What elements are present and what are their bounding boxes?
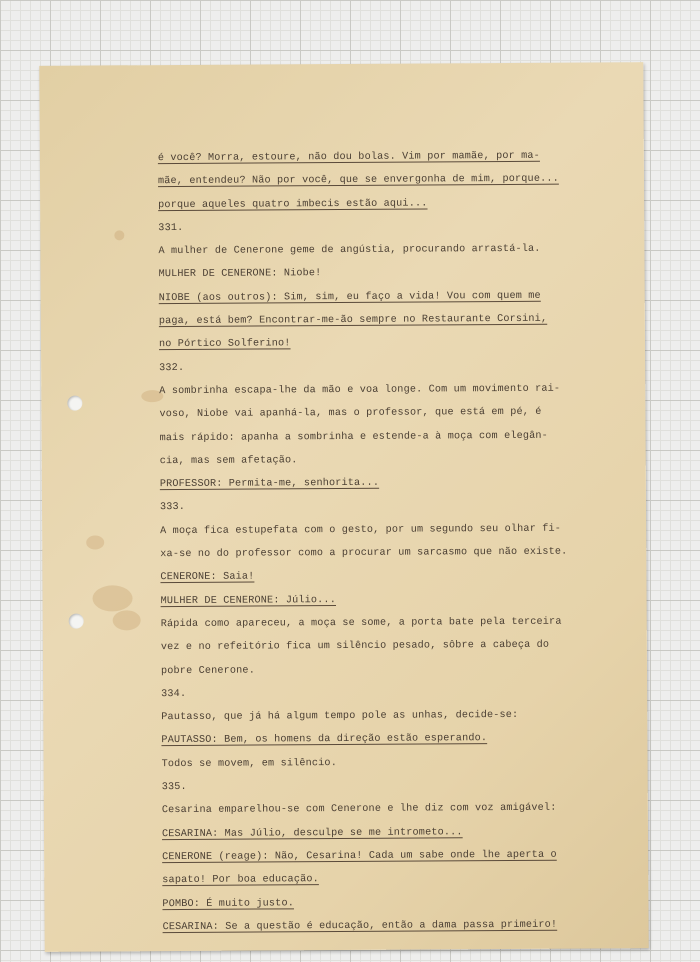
script-line: mais rápido: apanha a sombrinha e estende-a à moça com elegân- <box>159 430 548 444</box>
script-line: no Pórtico Solferino! <box>158 338 291 351</box>
script-line: A mulher de Cenerone geme de angústia, procurando arrastá-la. <box>158 243 541 258</box>
script-line: pobre Cenerone. <box>160 665 255 677</box>
script-line: Rápida como apareceu, a moça se some, a porta bate pela terceira <box>160 616 562 631</box>
script-line: CENERONE (reage): Não, Cesarina! Cada um sabe onde lhe aperta o <box>162 849 557 864</box>
script-line: Pautasso, que já há algum tempo pole as unhas, decide-se: <box>161 710 519 724</box>
script-line: 332. <box>159 362 185 374</box>
script-line: CENERONE: Saia! <box>160 571 255 584</box>
script-line: paga, está bem? Encontrar-me-ão sempre no Restaurante Corsini, <box>158 313 548 328</box>
script-line: MULHER DE CENERONE: Niobe! <box>158 268 322 281</box>
script-line: MULHER DE CENERONE: Júlio... <box>160 594 336 607</box>
punch-hole-lower <box>69 614 84 629</box>
script-line: é você? Morra, estoure, não dou bolas. Vim por mamãe, por ma- <box>157 150 540 165</box>
script-line: PAUTASSO: Bem, os homens da direção estão esperando. <box>161 733 488 747</box>
script-line: Todos se movem, em silêncio. <box>161 757 337 770</box>
punch-hole-upper <box>67 396 82 411</box>
script-line: voso, Niobe vai apanhá-la, mas o professor, que está em pé, é <box>159 407 542 421</box>
script-line: xa-se no do professor como a procurar um sarcasmo que não existe. <box>160 546 568 561</box>
script-line: CESARINA: Se a questão é educação, então a dama passa primeiro! <box>162 919 558 933</box>
script-line: PROFESSOR: Permita-me, senhorita... <box>159 477 380 491</box>
script-line: sapato! Por boa educação. <box>162 874 319 887</box>
script-line: POMBO: É muito justo. <box>162 897 295 910</box>
script-line: 331. <box>158 222 184 235</box>
script-line: A moça fica estupefata com o gesto, por um segundo seu olhar fi- <box>160 523 562 537</box>
script-line: Cesarina emparelhou-se com Cenerone e lhe diz com voz amigável: <box>161 803 557 817</box>
script-line: 335. <box>161 781 187 794</box>
script-text-block <box>158 144 613 939</box>
script-line: 334. <box>161 688 187 700</box>
script-line: vez e no refeitório fica um silêncio pesado, sôbre a cabeça do <box>160 639 550 654</box>
script-line: mãe, entendeu? Não por você, que se envergonha de mim, porque... <box>157 173 559 188</box>
script-line: porque aqueles quatro imbecis estão aqui... <box>158 198 428 211</box>
script-line: cia, mas sem afetação. <box>159 455 298 467</box>
script-line: 333. <box>159 502 186 514</box>
typewritten-script-page <box>39 62 648 952</box>
script-line: CESARINA: Mas Júlio, desculpe se me intrometo... <box>161 826 463 840</box>
script-line: A sombrinha escapa-lhe da mão e voa longe. Com um movimento rai- <box>159 383 561 398</box>
script-line: NIOBE (aos outros): Sim, sim, eu faço a vida! Vou com quem me <box>158 290 541 304</box>
